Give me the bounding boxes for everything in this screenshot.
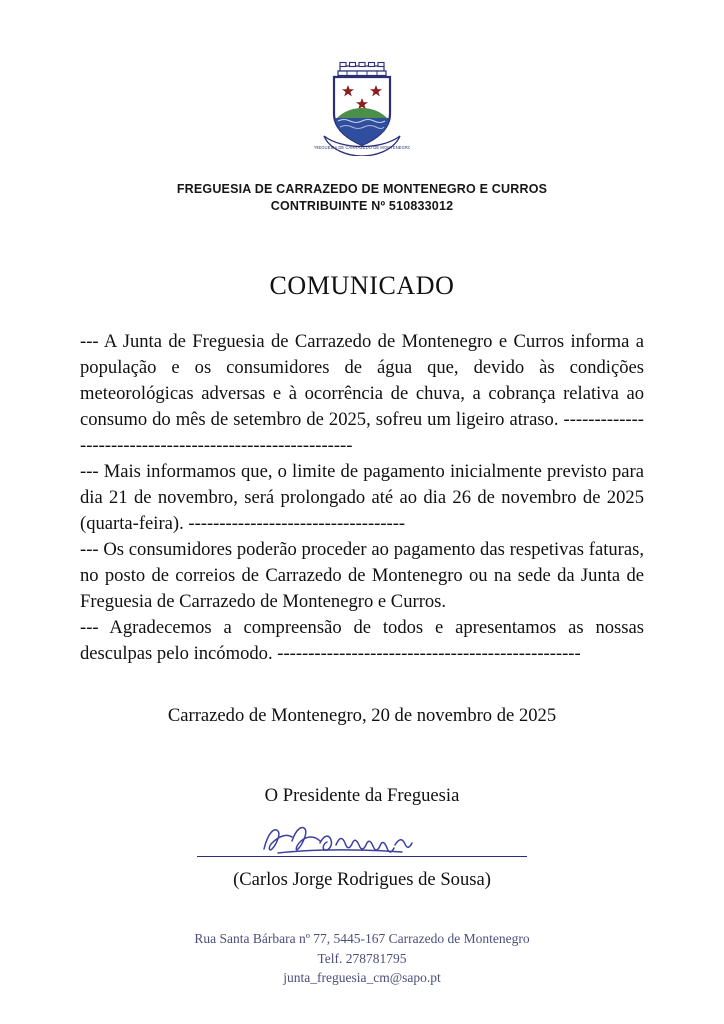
header-block: [80, 182, 644, 213]
signature-line: [197, 856, 527, 857]
svg-text:FREGUESIA DE CARRAZEDO DE MONT: FREGUESIA DE CARRAZEDO DE MONTENEGRO: [314, 145, 410, 150]
body-paragraph: --- Os consumidores poderão proceder ao pagamento das respetivas faturas, no posto de correios de Carrazedo de Montenegro ou na sede da Junta de Freguesia de Carrazedo de Montenegro e Curros.: [80, 539, 644, 613]
page-title: COMUNICADO: [269, 271, 455, 300]
footer-address: Rua Santa Bárbara nº 77, 5445-167 Carrazedo de Montenegro: [194, 931, 530, 947]
coat-of-arms-icon: [314, 58, 410, 156]
signature-name: (Carlos Jorge Rodrigues de Sousa): [233, 869, 491, 891]
organization-name: FREGUESIA DE CARRAZEDO DE MONTENEGRO E CURROS: [176, 182, 548, 196]
footer-email: junta_freguesia_cm@sapo.pt: [283, 970, 441, 986]
footer-phone: Telf. 278781795: [317, 950, 407, 966]
crest-container: [80, 58, 644, 156]
taxpayer-number: CONTRIBUINTE Nº 510833012: [270, 199, 454, 213]
document-body: [80, 329, 644, 667]
signature-role: O Presidente da Freguesia: [264, 785, 460, 807]
body-paragraph: --- Agradecemos a compreensão de todos e apresentamos as nossas desculpas pelo incómodo. -------------------------------------------------: [80, 617, 644, 665]
body-paragraph: --- Mais informamos que, o limite de pagamento inicialmente previsto para dia 21 de novembro, será prolongado até ao dia 26 de novembro de 2025 (quarta-feira). -----------------------------------: [80, 461, 644, 535]
footer: [0, 929, 724, 988]
signature-block: [80, 785, 644, 891]
signature-area: [80, 813, 644, 865]
body-paragraph: --- A Junta de Freguesia de Carrazedo de Montenegro e Curros informa a população e os consumidores de água que, devido às condições meteorológicas adversas e à ocorrência de chuva, a cobrança relativa ao consumo do mês de setembro de 2025, sofreu um ligeiro atraso. ---------------------------------------------------------: [80, 331, 644, 457]
place-date: Carrazedo de Montenegro, 20 de novembro de 2025: [167, 705, 557, 727]
